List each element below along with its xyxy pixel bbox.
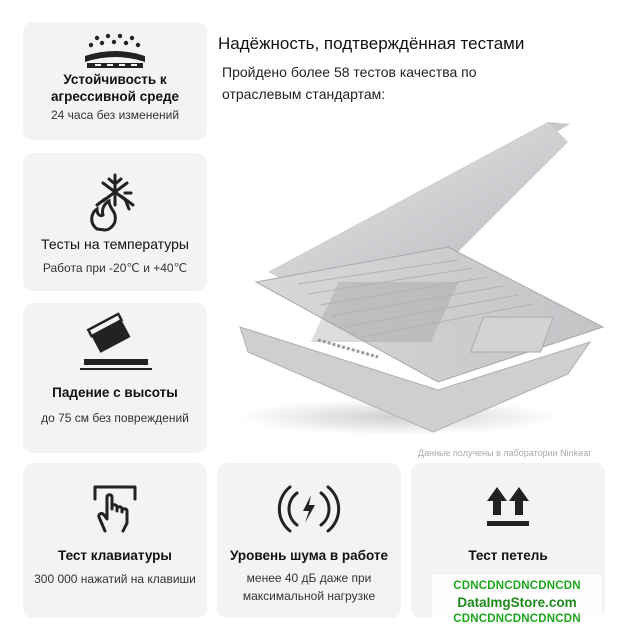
card-title: Уровень шума в работе [229, 548, 389, 563]
spray-shower-icon [75, 32, 155, 72]
card-subtitle: 300 000 нажатий на клавиши [34, 572, 196, 586]
watermark-line: CDNCDNCDNCDNCDN [453, 613, 581, 625]
card-subtitle: до 75 см без повреждений [41, 411, 189, 425]
watermark [432, 575, 602, 630]
card-title: Падение с высоты [52, 385, 178, 400]
feature-card-temperature [23, 153, 207, 291]
watermark-site: DataImgStore.com [457, 595, 577, 610]
card-title: Тест клавиатуры [58, 548, 172, 563]
card-title: Тесты на температуры [41, 236, 189, 252]
laptop-image [228, 112, 608, 447]
feature-card-drop [23, 303, 207, 453]
feature-card-keyboard [23, 463, 207, 618]
card-subtitle: менее 40 дБ даже при максимальной нагрузке [242, 571, 376, 603]
page-description: Пройдено более 58 тестов качества по отраслевым стандартам: [222, 64, 477, 102]
page-title: Надёжность, подтверждённая тестами [218, 34, 525, 53]
hand-keyboard-icon [89, 481, 141, 533]
card-subtitle: 24 часа без изменений [50, 108, 180, 122]
noise-wave-icon [277, 483, 341, 535]
up-arrows-icon [483, 483, 533, 531]
card-title: Устойчивость к агрессивной среде [50, 72, 180, 104]
card-title: Тест петель [468, 548, 548, 563]
snowflake-flame-icon [83, 171, 147, 235]
falling-box-icon [70, 307, 160, 373]
lab-caption: Данные получены в лаборатории Ninkear [418, 448, 592, 458]
card-subtitle: Работа при -20℃ и +40℃ [42, 261, 188, 275]
feature-card-corrosion [23, 22, 207, 140]
feature-card-noise [217, 463, 401, 618]
watermark-line: CDNCDNCDNCDNCDN [453, 580, 581, 592]
